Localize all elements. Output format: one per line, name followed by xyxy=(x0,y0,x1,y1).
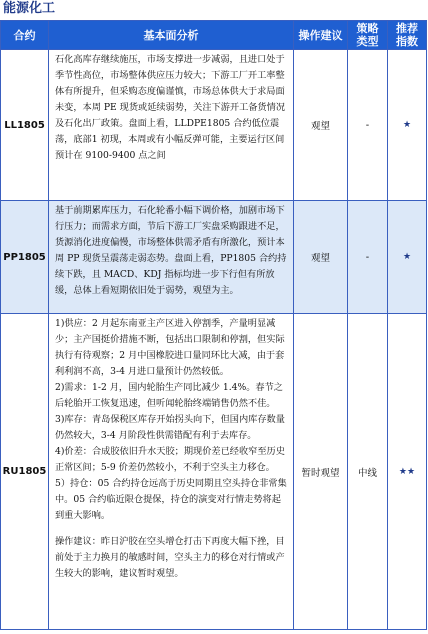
analysis-paragraph: 操作建议：昨日沪胶在空头增仓打击下再度大幅下挫，目前处于主力换月的敏感时间，空头主力的移仓对行情或产生较大的影响，建议暂时观望。 xyxy=(55,536,285,579)
table-row xyxy=(1,50,427,201)
strategy-cell: - xyxy=(348,201,388,314)
analysis-paragraph: 2)需求：1-2 月，国内轮胎生产同比减少 1.4%。春节之后轮胎开工恢复迅速，但听闻轮胎终端销售仍然不佳。 xyxy=(55,382,283,409)
table-row xyxy=(1,201,427,314)
section-title: 能源化工 xyxy=(3,1,56,16)
header-rating xyxy=(388,21,427,50)
analysis-paragraph: 4)价差：合成胶依旧升水天胶；期现价差已经收窄至历史正常区间；5-9 价差仍然较小，不利于空头主力移仓。 xyxy=(55,446,285,473)
analysis-paragraph: 石化高库存继续施压，市场支撑进一步减弱，且进口处于季节性高位，市场整体供应压力较大；下游工厂开工率整体有所提升，但采购态度偏谨慎，市场总体供大于求局面未变，本周 PE 现货或延续弱势，关注下游开工备货情况及石化出厂政策。盘面上看，LLDPE1805 合约低位震荡，底部1 初现，本周或有小幅反弹可能，主要运行区间预计在 9100-9400 点之间 xyxy=(55,54,286,161)
rating-cell: ★ xyxy=(388,201,427,314)
analysis-paragraph: 基于前期累库压力，石化轮番小幅下调价格，加剧市场下行压力；而需求方面，节后下游工厂实盘采购跟进不足，货源消化进度偏慢，市场整体供需矛盾有所激化，预计本周 PP 现货呈震荡走弱态势。盘面上看，PP1805 合约持续下跌，且 MACD、KDJ 指标均进一步下行但有所放缓，总体上看短期依旧处于弱势，观望为主。 xyxy=(55,205,287,296)
strategy-cell: - xyxy=(348,50,388,201)
analysis-cell xyxy=(49,50,294,201)
strategy-cell: 中线 xyxy=(348,314,388,630)
analysis-paragraph: 5）持仓：05 合约持仓远高于历史同期且空头持仓非常集中。05 合约临近限仓提保，持仓的演变对行情走势将起到重大影响。 xyxy=(55,478,287,521)
analysis-cell xyxy=(49,314,294,630)
table-row xyxy=(1,314,427,630)
header-advice: 操作建议 xyxy=(294,21,348,50)
header-strategy-text: 策略 类型 xyxy=(356,22,379,48)
rating-cell: ★★ xyxy=(388,314,427,630)
contract-cell: LL1805 xyxy=(1,50,49,201)
analysis-cell xyxy=(49,201,294,314)
header-contract: 合约 xyxy=(1,21,49,50)
advice-cell: 暂时观望 xyxy=(294,314,348,630)
advice-cell: 观望 xyxy=(294,50,348,201)
recommendation-table xyxy=(0,20,427,630)
analysis-paragraph: 1)供应：2 月起东南亚主产区进入停割季，产量明显减少；主产国挺价措施不断，包括出口限制和停割，但实际执行有待观察；2 月中国橡胶进口量同环比大减，由于套利利润不高，3-4 月进口量预计仍然较低。 xyxy=(55,318,285,377)
rating-cell: ★ xyxy=(388,50,427,201)
table-header-row xyxy=(1,21,427,50)
header-strategy xyxy=(348,21,388,50)
paragraph-gap xyxy=(55,524,289,534)
header-rating-text: 推荐 指数 xyxy=(396,22,418,48)
advice-cell: 观望 xyxy=(294,201,348,314)
contract-cell: PP1805 xyxy=(1,201,49,314)
header-analysis: 基本面分析 xyxy=(49,21,294,50)
analysis-paragraph: 3)库存：青岛保税区库存开始拐头向下，但国内库存数量仍然较大，3-4 月阶段性供需错配有利于去库存。 xyxy=(55,414,285,441)
contract-cell: RU1805 xyxy=(1,314,49,630)
